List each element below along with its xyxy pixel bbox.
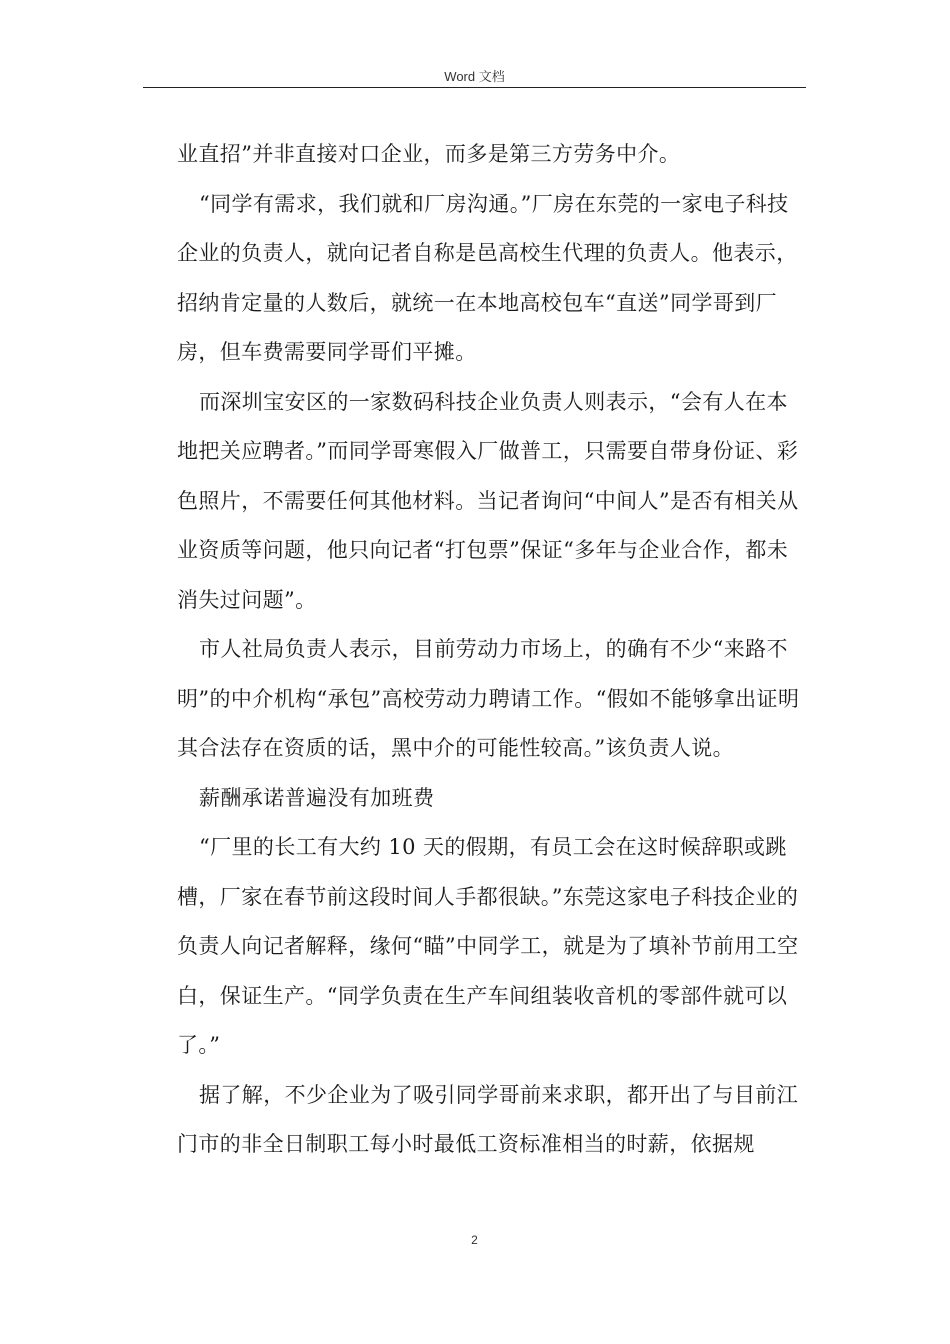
paragraph-2: “同学有需求，我们就和厂房沟通。”厂房在东莞的一家电子科技企业的负责人，就向记者自称是邑高校生代理的负责人。他表示，招纳肯定量的人数后，就统一在本地高校包车“直送”同学哥到厂房，但车费需要同学哥们平摊。 xyxy=(177,191,798,364)
page-number: 2 xyxy=(471,1233,478,1247)
paragraph-6: 据了解，不少企业为了吸引同学哥前来求职，都开出了与目前江门市的非全日制职工每小时最低工资标准相当的时薪，依据规 xyxy=(177,1082,799,1156)
paragraph-5: “厂里的长工有大约 10 天的假期，有员工会在这时候辞职或跳槽，厂家在春节前这段时间人手都很缺。”东莞这家电子科技企业的负责人向记者解释，缘何“瞄”中同学工，就是为了填补节前用工空白，保证生产。“同学负责在生产车间组装收音机的零部件就可以了。” xyxy=(177,835,799,1057)
paragraph-1: 业直招”并非直接对口企业，而多是第三方劳务中介。 xyxy=(177,142,681,166)
paragraph-3: 而深圳宝安区的一家数码科技企业负责人则表示，“会有人在本地把关应聘者。”而同学哥寒假入厂做普工，只需要自带身份证、彩色照片，不需要任何其他材料。当记者询问“中间人”是否有相关从业资质等问题，他只向记者“打包票”保证“多年与企业合作，都未消失过问题”。 xyxy=(177,389,799,612)
page-header: Word 文档 xyxy=(444,69,505,84)
section-subheading: 薪酬承诺普遍没有加班费 xyxy=(199,785,435,810)
paragraph-4: 市人社局负责人表示，目前劳动力市场上，的确有不少“来路不明”的中介机构“承包”高校劳动力聘请工作。“假如不能够拿出证明其合法存在资质的话，黑中介的可能性较高。”该负责人说。 xyxy=(177,637,800,760)
document-body xyxy=(177,130,807,1170)
header-divider xyxy=(143,87,806,88)
